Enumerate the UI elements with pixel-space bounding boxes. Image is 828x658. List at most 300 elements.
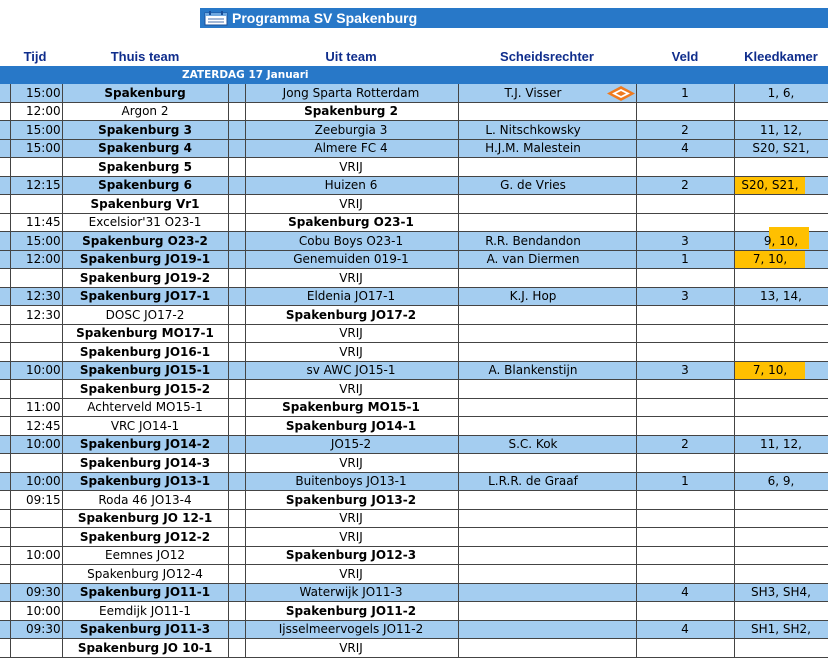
cell-uit-team-text: VRIJ <box>339 640 363 655</box>
cell-veld <box>636 177 734 195</box>
cell-kleedkamer-text: 1, 6, <box>767 85 795 100</box>
column-divider <box>228 306 229 324</box>
cell-tijd <box>10 417 62 435</box>
cell-thuis-team-text: Spakenburg JO 12-1 <box>77 511 213 526</box>
cell-scheidsrechter <box>458 510 608 528</box>
column-divider <box>228 121 229 139</box>
cell-thuis-team-text: Achterveld MO15-1 <box>87 400 203 415</box>
cell-kleedkamer <box>735 251 805 269</box>
cell-veld <box>636 473 734 491</box>
table-row <box>0 195 828 214</box>
cell-veld <box>636 380 734 398</box>
cell-uit-team-text: Jong Sparta Rotterdam <box>282 85 420 100</box>
cell-thuis-team <box>62 510 228 528</box>
cell-tijd <box>10 103 62 121</box>
column-divider <box>228 288 229 306</box>
cell-thuis-team-text: Spakenburg JO15-1 <box>79 363 211 378</box>
column-divider <box>228 547 229 565</box>
column-divider <box>228 621 229 639</box>
cell-thuis-team <box>62 121 228 139</box>
cell-thuis-team <box>62 306 228 324</box>
cell-tijd <box>10 177 62 195</box>
cell-uit-team <box>245 158 457 176</box>
cell-veld <box>636 158 734 176</box>
cell-tijd <box>10 158 62 176</box>
cell-thuis-team <box>62 602 228 620</box>
cell-tijd <box>10 436 62 454</box>
cell-thuis-team <box>62 214 228 232</box>
cell-tijd <box>10 195 62 213</box>
column-divider <box>228 417 229 435</box>
cell-veld <box>636 547 734 565</box>
cell-kleedkamer <box>734 380 828 398</box>
cell-thuis-team-text: Spakenburg JO12-2 <box>79 529 211 544</box>
cell-tijd <box>10 325 62 343</box>
cell-veld <box>636 306 734 324</box>
cell-veld-text: 3 <box>681 289 689 304</box>
header-thuis-team: Thuis team <box>110 48 180 64</box>
cell-tijd <box>10 602 62 620</box>
cell-kleedkamer <box>735 177 805 195</box>
cell-thuis-team <box>62 399 228 417</box>
cell-uit-team-text: VRIJ <box>339 270 363 285</box>
knvb-logo-icon <box>607 86 635 101</box>
cell-tijd-text: 10:00 <box>26 363 61 378</box>
cell-thuis-team <box>62 473 228 491</box>
cell-tijd <box>10 269 62 287</box>
cell-scheidsrechter <box>458 288 608 306</box>
cell-scheidsrechter-text: L.R.R. de Graaf <box>488 474 578 489</box>
cell-scheidsrechter <box>458 158 608 176</box>
cell-kleedkamer-text: 11, 12, <box>760 437 802 452</box>
cell-scheidsrechter <box>458 343 608 361</box>
cell-tijd <box>10 584 62 602</box>
cell-scheidsrechter-text: L. Nitschkowsky <box>485 122 581 137</box>
cell-kleedkamer-text: 7, 10, <box>752 252 788 267</box>
table-row <box>0 491 828 510</box>
cell-thuis-team-text: Roda 46 JO13-4 <box>98 492 192 507</box>
cell-thuis-team-text: Spakenburg JO14-2 <box>79 437 211 452</box>
cell-kleedkamer <box>734 232 828 250</box>
cell-veld <box>636 288 734 306</box>
cell-scheidsrechter <box>458 491 608 509</box>
table-row <box>0 343 828 362</box>
cell-thuis-team <box>62 251 228 269</box>
cell-uit-team <box>245 417 457 435</box>
cell-thuis-team <box>62 195 228 213</box>
cell-uit-team <box>245 269 457 287</box>
calendar-icon <box>204 10 228 26</box>
cell-kleedkamer-text: 7, 10, <box>752 363 788 378</box>
cell-kleedkamer <box>734 84 828 102</box>
table-row <box>0 158 828 177</box>
cell-thuis-team-text: Spakenburg 6 <box>98 178 192 193</box>
cell-kleedkamer <box>735 362 805 380</box>
table-row <box>0 621 828 640</box>
cell-uit-team-text: Cobu Boys O23-1 <box>298 233 404 248</box>
table-row <box>0 639 828 658</box>
cell-veld <box>636 251 734 269</box>
column-divider <box>228 362 229 380</box>
cell-thuis-team <box>62 380 228 398</box>
cell-uit-team-text: Genemuiden 019-1 <box>293 252 409 267</box>
cell-uit-team <box>245 454 457 472</box>
cell-thuis-team <box>62 325 228 343</box>
title-banner <box>200 8 828 28</box>
cell-tijd <box>10 621 62 639</box>
cell-uit-team-text: Ijsselmeervogels JO11-2 <box>278 622 424 637</box>
cell-kleedkamer <box>734 269 828 287</box>
cell-tijd-text: 11:00 <box>26 400 61 415</box>
cell-veld <box>636 269 734 287</box>
cell-uit-team <box>245 565 457 583</box>
cell-tijd <box>10 528 62 546</box>
cell-tijd <box>10 547 62 565</box>
cell-thuis-team-text: Argon 2 <box>121 104 169 119</box>
cell-tijd <box>10 84 62 102</box>
cell-tijd-text: 12:30 <box>26 307 61 322</box>
cell-veld <box>636 84 734 102</box>
column-divider <box>228 565 229 583</box>
header-kleedkamer: Kleedkamer <box>744 48 818 64</box>
cell-veld-text: 1 <box>681 252 689 267</box>
table-row <box>0 417 828 436</box>
column-divider <box>228 436 229 454</box>
cell-scheidsrechter <box>458 547 608 565</box>
cell-kleedkamer <box>734 621 828 639</box>
cell-uit-team-text: Zeeburgia 3 <box>314 122 388 137</box>
cell-scheidsrechter <box>458 306 608 324</box>
cell-thuis-team-text: Spakenburg JO16-1 <box>79 344 211 359</box>
cell-uit-team-text: VRIJ <box>339 326 363 341</box>
table-row <box>0 362 828 381</box>
cell-tijd-text: 15:00 <box>26 233 61 248</box>
cell-tijd-text: 12:15 <box>26 178 61 193</box>
cell-veld <box>636 602 734 620</box>
table-row <box>0 584 828 603</box>
cell-uit-team-text: Spakenburg 2 <box>304 104 398 119</box>
cell-thuis-team-text: Spakenburg JO17-1 <box>79 289 211 304</box>
cell-tijd-text: 12:45 <box>26 418 61 433</box>
column-divider <box>228 140 229 158</box>
cell-uit-team-text: VRIJ <box>339 511 363 526</box>
cell-veld-text: 4 <box>681 585 689 600</box>
cell-veld <box>636 325 734 343</box>
column-divider <box>228 195 229 213</box>
cell-kleedkamer <box>734 417 828 435</box>
cell-thuis-team-text: Spakenburg JO 10-1 <box>77 640 213 655</box>
cell-tijd-text: 10:00 <box>26 437 61 452</box>
cell-scheidsrechter-text: A. van Diermen <box>486 252 580 267</box>
cell-tijd <box>10 454 62 472</box>
table-row <box>0 103 828 122</box>
cell-thuis-team <box>62 584 228 602</box>
cell-uit-team <box>245 491 457 509</box>
cell-uit-team-text: JO15-2 <box>330 437 372 452</box>
cell-veld <box>636 362 734 380</box>
cell-uit-team-text: Spakenburg JO11-2 <box>285 603 417 618</box>
cell-scheidsrechter <box>458 399 608 417</box>
cell-uit-team <box>245 380 457 398</box>
cell-thuis-team-text: Spakenburg 5 <box>98 159 192 174</box>
cell-veld <box>636 621 734 639</box>
cell-scheidsrechter-text: K.J. Hop <box>509 289 557 304</box>
cell-uit-team <box>245 473 457 491</box>
cell-thuis-team-text: DOSC JO17-2 <box>105 307 185 322</box>
cell-veld-text: 2 <box>681 122 689 137</box>
cell-thuis-team <box>62 158 228 176</box>
cell-veld <box>636 584 734 602</box>
table-row <box>0 121 828 140</box>
cell-thuis-team-text: Spakenburg <box>104 85 186 100</box>
cell-scheidsrechter <box>458 251 608 269</box>
cell-kleedkamer <box>734 140 828 158</box>
cell-scheidsrechter <box>458 584 608 602</box>
cell-kleedkamer <box>734 454 828 472</box>
cell-scheidsrechter <box>458 195 608 213</box>
cell-tijd <box>10 473 62 491</box>
cell-veld <box>636 103 734 121</box>
cell-thuis-team-text: Eemnes JO12 <box>105 548 185 563</box>
cell-thuis-team <box>62 436 228 454</box>
table-row <box>0 547 828 566</box>
cell-uit-team-text: VRIJ <box>339 196 363 211</box>
column-divider <box>228 177 229 195</box>
cell-thuis-team-text: Spakenburg JO12-4 <box>87 566 203 581</box>
day-header-row <box>0 66 828 85</box>
cell-thuis-team <box>62 621 228 639</box>
cell-thuis-team-text: Spakenburg JO11-1 <box>79 585 211 600</box>
cell-thuis-team-text: Spakenburg JO11-3 <box>79 622 211 637</box>
cell-veld <box>636 491 734 509</box>
column-divider <box>228 491 229 509</box>
cell-uit-team-text: Spakenburg O23-1 <box>288 215 414 230</box>
cell-scheidsrechter <box>458 362 608 380</box>
cell-uit-team-text: Buitenboys JO13-1 <box>295 474 407 489</box>
cell-uit-team <box>245 232 457 250</box>
table-row <box>0 473 828 492</box>
cell-thuis-team-text: Spakenburg Vr1 <box>90 196 200 211</box>
cell-scheidsrechter <box>458 436 608 454</box>
cell-uit-team <box>245 140 457 158</box>
cell-kleedkamer <box>734 103 828 121</box>
column-divider <box>228 84 229 102</box>
column-divider <box>228 269 229 287</box>
cell-tijd-text: 15:00 <box>26 85 61 100</box>
column-divider <box>228 399 229 417</box>
cell-tijd <box>10 306 62 324</box>
cell-tijd <box>10 214 62 232</box>
cell-kleedkamer <box>734 306 828 324</box>
cell-uit-team <box>245 621 457 639</box>
table-row <box>0 288 828 307</box>
cell-tijd-text: 10:00 <box>26 603 61 618</box>
cell-tijd-text: 15:00 <box>26 141 61 156</box>
cell-veld-text: 3 <box>681 233 689 248</box>
cell-uit-team <box>245 84 457 102</box>
cell-veld <box>636 454 734 472</box>
cell-kleedkamer <box>734 565 828 583</box>
column-divider <box>228 380 229 398</box>
cell-tijd <box>10 362 62 380</box>
cell-thuis-team <box>62 491 228 509</box>
table-row <box>0 214 828 233</box>
cell-uit-team <box>245 399 457 417</box>
cell-uit-team-text: Huizen 6 <box>324 178 378 193</box>
cell-tijd-text: 10:00 <box>26 548 61 563</box>
cell-kleedkamer-text: SH3, SH4, <box>751 585 811 600</box>
cell-uit-team-text: Almere FC 4 <box>314 141 388 156</box>
cell-scheidsrechter <box>458 84 608 102</box>
cell-veld <box>636 232 734 250</box>
cell-kleedkamer <box>734 491 828 509</box>
header-scheidsrechter: Scheidsrechter <box>500 48 594 64</box>
cell-uit-team-text: VRIJ <box>339 381 363 396</box>
cell-uit-team <box>245 436 457 454</box>
cell-uit-team <box>245 195 457 213</box>
cell-thuis-team <box>62 528 228 546</box>
cell-kleedkamer <box>734 528 828 546</box>
cell-scheidsrechter <box>458 380 608 398</box>
cell-tijd-text: 10:00 <box>26 474 61 489</box>
cell-tijd <box>10 491 62 509</box>
cell-uit-team <box>245 362 457 380</box>
cell-veld <box>636 121 734 139</box>
cell-veld <box>636 417 734 435</box>
cell-tijd <box>10 140 62 158</box>
cell-uit-team <box>245 121 457 139</box>
column-divider <box>228 325 229 343</box>
cell-tijd-text: 12:00 <box>26 252 61 267</box>
cell-uit-team <box>245 584 457 602</box>
table-row <box>0 510 828 529</box>
cell-veld <box>636 565 734 583</box>
cell-uit-team-text: Spakenburg JO17-2 <box>285 307 417 322</box>
cell-veld-text: 2 <box>681 437 689 452</box>
cell-kleedkamer <box>734 584 828 602</box>
cell-scheidsrechter <box>458 232 608 250</box>
cell-kleedkamer-text: S20, S21, <box>741 178 799 193</box>
table-row <box>0 269 828 288</box>
column-divider <box>228 343 229 361</box>
table-row <box>0 436 828 455</box>
cell-veld-text: 1 <box>681 474 689 489</box>
cell-kleedkamer <box>734 325 828 343</box>
cell-thuis-team-text: Eemdijk JO11-1 <box>99 603 191 618</box>
column-divider <box>228 103 229 121</box>
cell-kleedkamer-text: 6, 9, <box>767 474 795 489</box>
table-row <box>0 84 828 103</box>
cell-scheidsrechter <box>458 602 608 620</box>
cell-tijd-text: 09:15 <box>26 492 61 507</box>
cell-thuis-team-text: Spakenburg JO19-2 <box>79 270 211 285</box>
cell-uit-team-text: Spakenburg JO14-1 <box>285 418 417 433</box>
cell-scheidsrechter <box>458 454 608 472</box>
cell-veld <box>636 195 734 213</box>
cell-tijd-text: 12:30 <box>26 289 61 304</box>
cell-uit-team-text: Waterwijk JO11-3 <box>299 585 403 600</box>
cell-kleedkamer <box>734 399 828 417</box>
cell-thuis-team <box>62 343 228 361</box>
cell-scheidsrechter <box>458 621 608 639</box>
cell-thuis-team-text: Spakenburg MO17-1 <box>76 326 214 341</box>
cell-kleedkamer <box>734 547 828 565</box>
cell-veld-text: 3 <box>681 363 689 378</box>
cell-kleedkamer-text: 9, 10, <box>763 233 799 248</box>
cell-thuis-team-text: Spakenburg JO14-3 <box>79 455 211 470</box>
cell-uit-team-text: VRIJ <box>339 344 363 359</box>
table-row <box>0 325 828 344</box>
cell-thuis-team-text: Spakenburg 3 <box>98 122 192 137</box>
cell-thuis-team <box>62 177 228 195</box>
cell-veld <box>636 214 734 232</box>
cell-tijd <box>10 232 62 250</box>
cell-kleedkamer <box>734 158 828 176</box>
table-row <box>0 399 828 418</box>
cell-thuis-team <box>62 84 228 102</box>
cell-uit-team <box>245 177 457 195</box>
table-row <box>0 306 828 325</box>
table-row <box>0 232 828 251</box>
cell-thuis-team <box>62 362 228 380</box>
cell-scheidsrechter <box>458 473 608 491</box>
cell-thuis-team <box>62 232 228 250</box>
table-row <box>0 528 828 547</box>
cell-uit-team <box>245 602 457 620</box>
cell-scheidsrechter <box>458 140 608 158</box>
cell-scheidsrechter-text: H.J.M. Malestein <box>485 141 581 156</box>
cell-scheidsrechter-text: A. Blankenstijn <box>488 363 578 378</box>
cell-scheidsrechter <box>458 417 608 435</box>
cell-thuis-team-text: VRC JO14-1 <box>110 418 180 433</box>
table-row <box>0 380 828 399</box>
cell-kleedkamer-text: 13, 14, <box>760 289 802 304</box>
cell-uit-team-text: Spakenburg JO13-2 <box>285 492 417 507</box>
cell-thuis-team <box>62 565 228 583</box>
cell-scheidsrechter <box>458 121 608 139</box>
cell-uit-team <box>245 547 457 565</box>
day-label: ZATERDAG 17 Januari <box>182 69 309 81</box>
cell-tijd-text: 09:30 <box>26 622 61 637</box>
column-divider <box>228 584 229 602</box>
cell-kleedkamer <box>734 288 828 306</box>
cell-uit-team <box>245 325 457 343</box>
cell-uit-team <box>245 510 457 528</box>
cell-thuis-team-text: Excelsior'31 O23-1 <box>88 215 202 230</box>
cell-thuis-team-text: Spakenburg JO19-1 <box>79 252 211 267</box>
cell-uit-team-text: Spakenburg JO12-3 <box>285 548 417 563</box>
cell-uit-team-text: sv AWC JO15-1 <box>306 363 396 378</box>
cell-tijd <box>10 380 62 398</box>
table-row <box>0 565 828 584</box>
cell-kleedkamer-text: 11, 12, <box>760 122 802 137</box>
column-divider <box>228 473 229 491</box>
cell-thuis-team <box>62 288 228 306</box>
cell-thuis-team <box>62 269 228 287</box>
cell-uit-team-text: VRIJ <box>339 159 363 174</box>
column-divider <box>228 528 229 546</box>
cell-thuis-team-text: Spakenburg O23-2 <box>82 233 208 248</box>
cell-thuis-team <box>62 547 228 565</box>
cell-thuis-team-text: Spakenburg 4 <box>98 141 192 156</box>
cell-scheidsrechter <box>458 269 608 287</box>
column-divider <box>228 602 229 620</box>
cell-scheidsrechter-text: R.R. Bendandon <box>485 233 581 248</box>
cell-veld-text: 4 <box>681 141 689 156</box>
cell-veld <box>636 399 734 417</box>
cell-tijd <box>10 288 62 306</box>
cell-kleedkamer <box>734 343 828 361</box>
